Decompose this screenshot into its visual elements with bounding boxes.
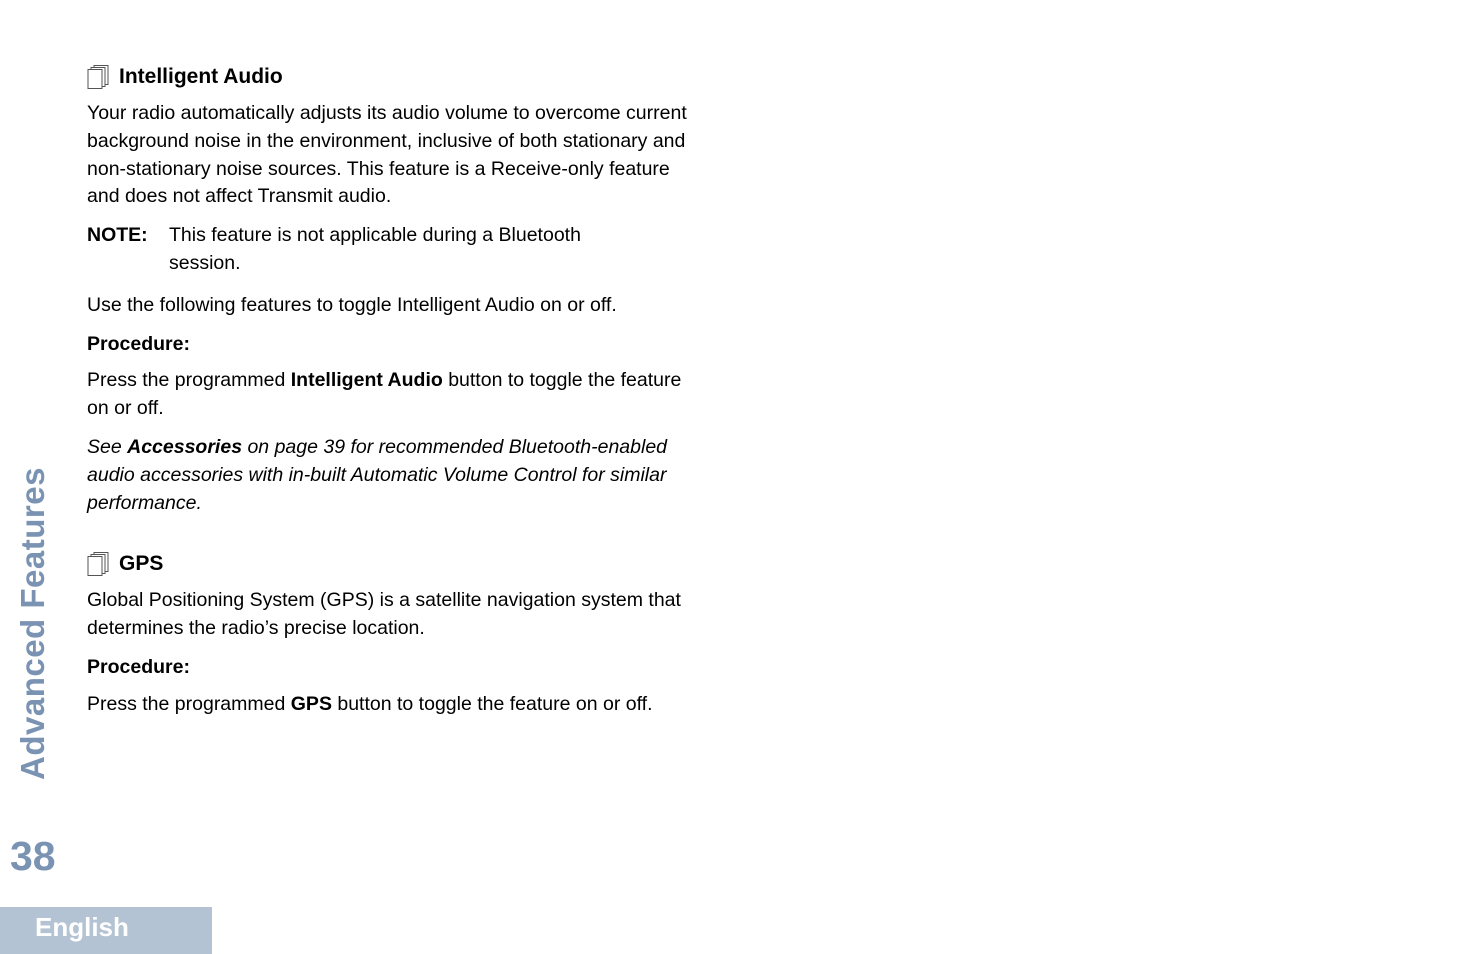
page-number: 38: [10, 833, 56, 879]
button-name: GPS: [290, 692, 332, 715]
accessories-reference: [87, 434, 687, 517]
step-prefix: Press the programmed: [87, 692, 291, 715]
see-suffix: on page 39 for recommended Bluetooth-enabled audio accessories with in-built Automatic Volume Control for similar performance.: [87, 435, 668, 514]
section-heading-intelligent-audio: [87, 62, 687, 92]
see-prefix: See: [87, 435, 128, 458]
note-text: This feature is not applicable during a Bluetooth session.: [169, 224, 581, 274]
section-heading-gps: [87, 549, 687, 579]
language-label: English: [35, 912, 129, 942]
step-suffix: button to toggle the feature on or off.: [331, 692, 653, 715]
toggle-instruction: Use the following features to toggle Intelligent Audio on or off.: [87, 293, 617, 316]
step-suffix: button to toggle the feature on or off.: [87, 369, 682, 420]
pages-icon: [87, 551, 111, 577]
step-prefix: Press the programmed: [87, 369, 291, 392]
procedure-step: [87, 367, 687, 423]
procedure-label: Procedure:: [87, 655, 190, 678]
section-title: GPS: [119, 552, 164, 576]
procedure-step: [87, 691, 687, 719]
pages-icon: [87, 64, 111, 90]
page-content: [87, 62, 687, 730]
gps-intro: Global Positioning System (GPS) is a satellite navigation system that determines the radio’s precise location.: [87, 589, 681, 640]
accessories-link[interactable]: Accessories: [127, 435, 243, 458]
intelligent-audio-intro: Your radio automatically adjusts its audio volume to overcome current background noise in the environment, inclusive of both stationary and non-stationary noise sources. This feature is a Receive-only feature and does not affect Transmit audio.: [87, 102, 687, 208]
chapter-title: Advanced Features: [14, 467, 51, 780]
section-title: Intelligent Audio: [119, 65, 283, 88]
language-tab: [0, 907, 212, 954]
note-label: NOTE:: [87, 224, 148, 247]
note-block: [87, 222, 687, 278]
button-name: Intelligent Audio: [290, 369, 443, 392]
procedure-label: Procedure:: [87, 332, 190, 355]
